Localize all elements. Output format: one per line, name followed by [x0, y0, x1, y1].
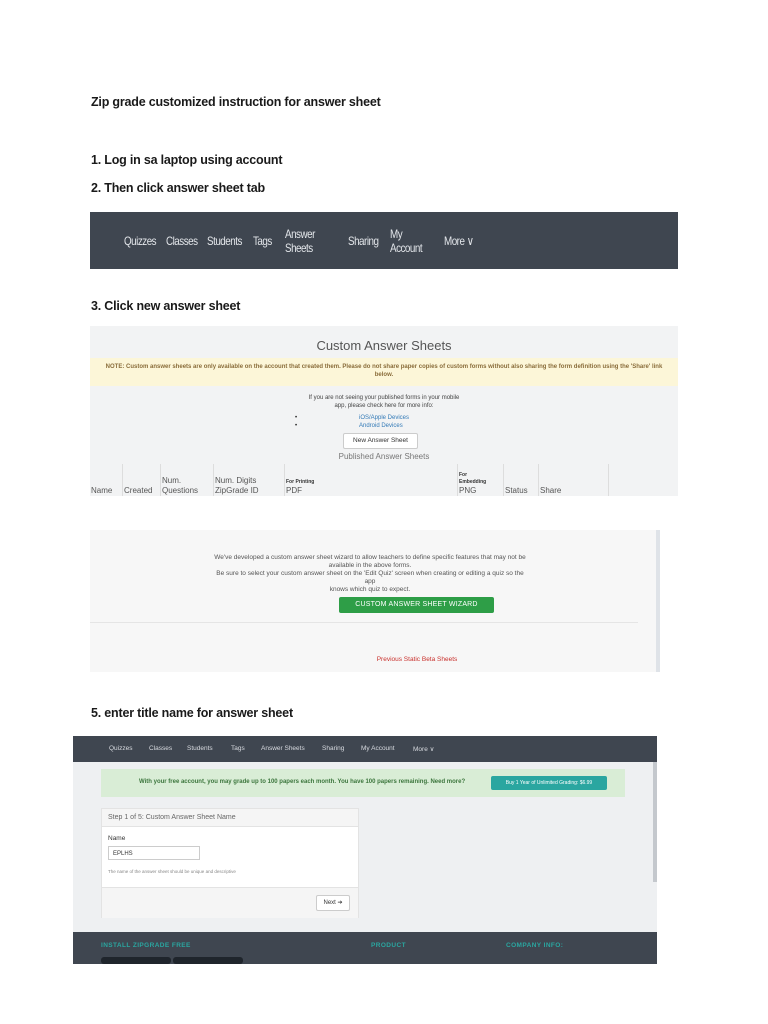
col-printing: For Printing PDF	[285, 464, 458, 496]
name-input[interactable]: EPLHS	[108, 846, 200, 860]
nav-sharing[interactable]: Sharing	[348, 233, 379, 248]
answer-sheet-name-screen	[73, 736, 657, 964]
nav-quizzes[interactable]: Quizzes	[124, 233, 157, 248]
custom-answer-sheets-panel	[90, 326, 678, 496]
footer-company: COMPANY INFO:	[506, 942, 564, 949]
step-5-label: 5. enter title name for answer sheet	[91, 706, 293, 720]
custom-sheets-info	[90, 394, 678, 410]
col-status: Status	[504, 464, 539, 496]
device-links: • iOS/Apple Devices • Android Devices	[295, 415, 410, 429]
nav-tags[interactable]: Tags	[253, 233, 272, 248]
custom-sheets-note: NOTE: Custom answer sheets are only available on the account that created them. Please do not share paper copies of custom forms without also sharing the form definition using the 'Share' link below.	[90, 358, 678, 386]
s5-nav-sharing[interactable]: Sharing	[322, 745, 345, 752]
zipgrade-nav-bar	[90, 212, 678, 269]
step-card-title: Step 1 of 5: Custom Answer Sheet Name	[102, 809, 358, 827]
s5-nav-classes[interactable]: Classes	[149, 745, 173, 752]
custom-answer-sheet-wizard-button[interactable]: CUSTOM ANSWER SHEET WIZARD	[339, 597, 494, 613]
buy-unlimited-button[interactable]: Buy 1 Year of Unlimited Grading: $6.99	[491, 776, 607, 790]
s5-nav-students[interactable]: Students	[187, 745, 213, 752]
col-created: Created	[123, 464, 161, 496]
s5-nav-my-account[interactable]: My Account	[361, 745, 395, 752]
app-store-badge[interactable]	[101, 957, 171, 964]
alert-text: With your free account, you may grade up to 100 papers each month. You have 100 papers remaining. Need more?	[139, 779, 466, 785]
info-line-1: If you are not seeing your published forms in your mobile	[308, 395, 460, 401]
s5-nav-quizzes[interactable]: Quizzes	[109, 745, 133, 752]
step-3-label: 3. Click new answer sheet	[91, 299, 241, 313]
col-embedding: For Embedding PNG	[458, 464, 504, 496]
nav-more[interactable]: More ∨	[444, 233, 474, 248]
android-link[interactable]: Android Devices	[359, 423, 403, 429]
published-sheets-table-header	[90, 464, 678, 496]
site-footer	[73, 932, 657, 964]
s5-nav-bar	[73, 736, 657, 762]
nav-answer-sheets[interactable]: Answer Sheets	[285, 226, 315, 255]
previous-static-beta-link[interactable]: Previous Static Beta Sheets	[376, 656, 458, 663]
col-num-questions: Num. Questions	[161, 464, 214, 496]
nav-classes[interactable]: Classes	[166, 233, 198, 248]
s5-nav-answer-sheets[interactable]: Answer Sheets	[261, 745, 305, 752]
s5-nav-tags[interactable]: Tags	[231, 745, 245, 752]
ios-link[interactable]: iOS/Apple Devices	[359, 415, 410, 421]
scrollbar[interactable]	[653, 762, 657, 882]
footer-install: INSTALL ZIPGRADE FREE	[101, 942, 191, 949]
col-name: Name	[90, 464, 123, 496]
col-digits: Num. Digits ZipGrade ID	[214, 464, 285, 496]
step-2-label: 2. Then click answer sheet tab	[91, 181, 265, 195]
custom-sheets-title: Custom Answer Sheets	[316, 338, 452, 353]
info-line-2: app, please check here for more info:	[334, 403, 434, 409]
next-button[interactable]: Next ➔	[316, 895, 350, 911]
play-store-badge[interactable]	[173, 957, 243, 964]
wizard-description: We've developed a custom answer sheet wizard to allow teachers to define specific features that may not be available in the above forms. Be sure to select your custom answer sheet on the 'Edit Quiz' screen when creating or editing a quiz so the app knows which quiz to expect.	[214, 554, 526, 593]
divider	[90, 622, 638, 623]
wizard-panel	[90, 530, 660, 672]
published-sheets-title: Published Answer Sheets	[338, 452, 430, 461]
name-help-text: The name of the answer sheet should be unique and descriptive	[108, 869, 236, 874]
new-answer-sheet-button[interactable]: New Answer Sheet	[343, 433, 418, 449]
answer-sheet-name-card	[101, 808, 359, 918]
nav-my-account[interactable]: My Account	[390, 226, 423, 255]
nav-students[interactable]: Students	[207, 233, 242, 248]
footer-product: PRODUCT	[371, 942, 406, 949]
name-label: Name	[108, 835, 126, 842]
step-1-label: 1. Log in sa laptop using account	[91, 153, 283, 167]
s5-nav-more[interactable]: More ∨	[413, 746, 435, 753]
free-account-alert	[101, 769, 625, 797]
document-title: Zip grade customized instruction for answer sheet	[91, 95, 381, 109]
col-share: Share	[539, 464, 609, 496]
